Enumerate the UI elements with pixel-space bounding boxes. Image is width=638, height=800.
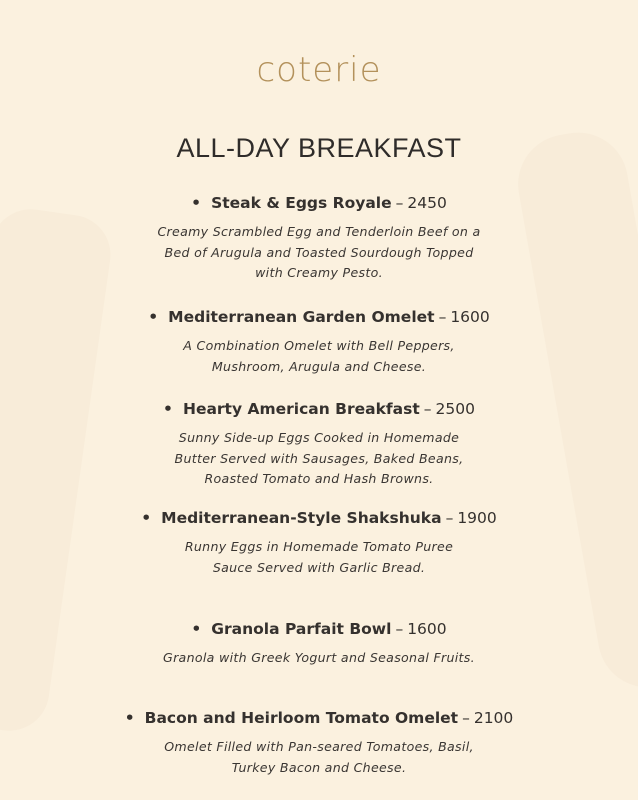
menu-item-description — [0, 537, 638, 578]
menu-item-separator: – — [423, 400, 432, 418]
menu-item-title — [0, 618, 638, 640]
menu-item-description — [0, 222, 638, 284]
menu-item-title — [0, 507, 638, 529]
menu-item-price: 1600 — [450, 308, 490, 326]
menu-item-name: Granola Parfait Bowl — [211, 620, 392, 638]
menu-item-description — [0, 428, 638, 490]
description-line: Turkey Bacon and Cheese. — [231, 759, 407, 775]
menu-item-name: Steak & Eggs Royale — [211, 194, 392, 212]
bullet-icon: • — [148, 308, 159, 326]
description-line: Roasted Tomato and Hash Browns. — [204, 471, 434, 486]
menu-item-name: Mediterranean-Style Shakshuka — [161, 509, 442, 527]
description-line: Mushroom, Arugula and Cheese. — [211, 358, 427, 374]
menu-item-title — [0, 707, 638, 729]
menu-item-separator: – — [438, 308, 447, 326]
menu-item-description — [0, 737, 638, 778]
menu-item-description — [0, 648, 638, 669]
description-line: Sunny Side-up Eggs Cooked in Homemade — [178, 430, 460, 445]
description-line: Runny Eggs in Homemade Tomato Puree — [184, 539, 454, 554]
menu-item-name: Bacon and Heirloom Tomato Omelet — [144, 709, 459, 727]
menu-item-price: 2450 — [407, 194, 447, 212]
brand-logo: coterie — [256, 50, 382, 90]
bullet-icon: • — [163, 400, 173, 418]
menu-item-title — [0, 398, 638, 420]
bullet-icon: • — [191, 620, 202, 638]
description-line: Sauce Served with Garlic Bread. — [212, 559, 426, 575]
menu-item-separator: – — [445, 509, 454, 527]
bullet-icon: • — [124, 709, 135, 727]
menu-item-steak-eggs-royale — [0, 192, 638, 284]
menu-item-separator: – — [395, 194, 404, 212]
bullet-icon: • — [191, 194, 202, 212]
menu-item-title — [0, 192, 638, 214]
menu-item-granola-parfait-bowl — [0, 618, 638, 669]
description-line: Bed of Arugula and Toasted Sourdough Topped — [164, 244, 474, 260]
description-line: Creamy Scrambled Egg and Tenderloin Beef on a — [157, 224, 481, 239]
description-line: A Combination Omelet with Bell Peppers, — [183, 338, 455, 353]
menu-item-price: 1900 — [457, 509, 497, 527]
menu-item-hearty-american-breakfast — [0, 398, 638, 490]
description-line: Butter Served with Sausages, Baked Beans, — [174, 450, 464, 466]
description-line: Omelet Filled with Pan-seared Tomatoes, Basil, — [164, 739, 474, 754]
menu-item-price: 2500 — [435, 400, 475, 418]
menu-item-separator: – — [462, 709, 470, 727]
menu-item-name: Hearty American Breakfast — [182, 400, 420, 418]
bullet-icon: • — [141, 509, 152, 527]
description-line: Granola with Greek Yogurt and Seasonal Fruits. — [163, 650, 475, 665]
menu-item-separator: – — [395, 620, 404, 638]
menu-item-mediterranean-style-shakshuka — [0, 507, 638, 578]
menu-item-mediterranean-garden-omelet — [0, 306, 638, 377]
menu-item-price: 1600 — [407, 620, 447, 638]
menu-item-price: 2100 — [473, 709, 514, 727]
description-line: with Creamy Pesto. — [255, 265, 383, 280]
menu-item-description — [0, 336, 638, 377]
section-title: ALL-DAY BREAKFAST — [176, 133, 462, 163]
menu-item-bacon-heirloom-tomato-omelet — [0, 707, 638, 778]
menu-item-name: Mediterranean Garden Omelet — [168, 308, 435, 326]
menu-item-title — [0, 306, 638, 328]
